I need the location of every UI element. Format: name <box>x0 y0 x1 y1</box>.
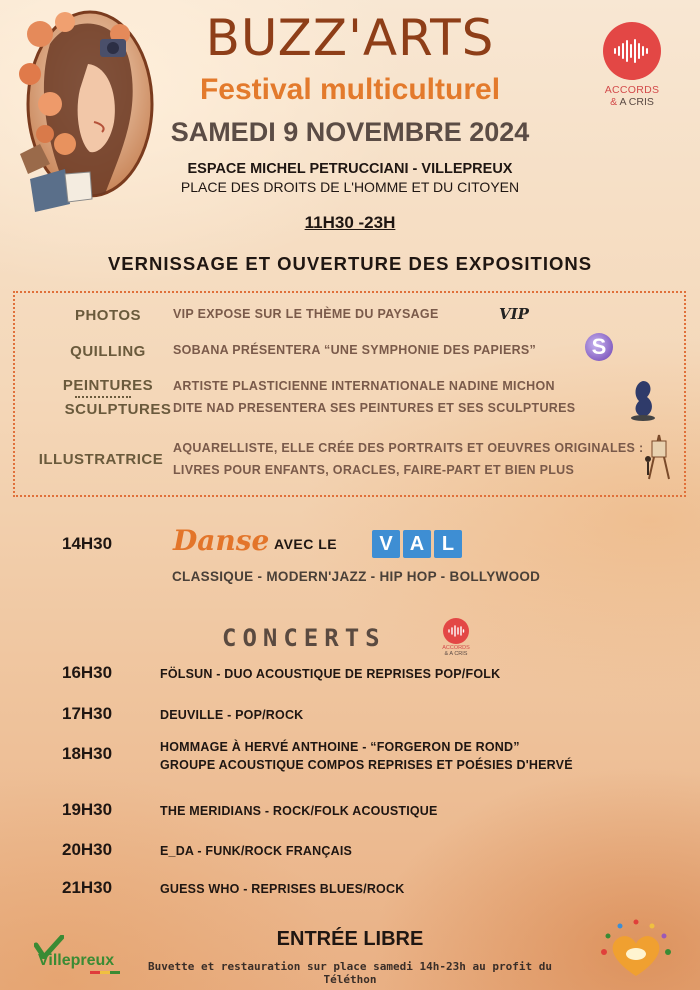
concert-time: 17H30 <box>62 704 113 723</box>
expo-label-sculptures: SCULPTURES <box>64 401 172 418</box>
sobana-s-logo-icon: S <box>585 333 613 361</box>
concert-desc: GUESS WHO - REPRISES BLUES/ROCK <box>160 882 405 896</box>
expositions-box <box>13 291 686 497</box>
expo-label-illustratrice: ILLUSTRATRICE <box>38 451 164 468</box>
val-letter-l: L <box>434 530 462 558</box>
easel-painter-icon <box>643 431 673 481</box>
accords-a-cris-small-logo: ACCORDS & A CRIS <box>440 618 472 657</box>
expo-desc-illustratrice-line1: AQUARELLISTE, ELLE CRÉE DES PORTRAITS ET OEUVRES ORIGINALES : <box>173 441 644 455</box>
venue-name: ESPACE MICHEL PETRUCCIANI - VILLEPREUX <box>187 161 513 177</box>
danse-time: 14H30 <box>62 534 113 553</box>
concert-desc-line2: GROUPE ACOUSTIQUE COMPOS REPRISES ET POÉSIES D'HERVÉ <box>160 758 573 772</box>
expo-label-quilling: QUILLING <box>70 343 146 360</box>
opening-hours: 11H30 -23H <box>304 213 396 232</box>
expo-desc-illustratrice-line2: LIVRES POUR ENFANTS, ORACLES, FAIRE-PART ET BIEN PLUS <box>173 463 575 477</box>
label-separator <box>75 396 131 398</box>
sculpture-icon <box>625 377 661 421</box>
logo-text-a-cris: & A CRIS <box>610 96 654 108</box>
soundwave-icon <box>603 22 661 80</box>
val-letter-a: A <box>403 530 431 558</box>
val-logo <box>372 530 462 558</box>
val-letter-v: V <box>372 530 400 558</box>
expo-desc-quilling: SOBANA PRÉSENTERA “UNE SYMPHONIE DES PAPIERS” <box>173 343 537 357</box>
entree-libre: ENTRÉE LIBRE <box>276 928 424 950</box>
logo-text-accords: ACCORDS <box>604 84 660 96</box>
expo-desc-photos: VIP EXPOSE SUR LE THÈME DU PAYSAGE <box>173 307 439 321</box>
danse-styles: CLASSIQUE - MODERN'JAZZ - HIP HOP - BOLLYWOOD <box>172 569 541 584</box>
concert-desc: DEUVILLE - POP/ROCK <box>160 708 304 722</box>
heart-dot-logo <box>594 918 678 982</box>
vip-logo-icon: VIP <box>499 305 529 323</box>
festival-title: BUZZ'ARTS <box>205 9 495 67</box>
soundwave-small-icon <box>443 618 469 644</box>
concert-time: 18H30 <box>62 744 113 763</box>
expo-desc-peintures-line2: DITE NAD PRESENTERA SES PEINTURES ET SES SCULPTURES <box>173 401 576 415</box>
vernissage-heading: VERNISSAGE ET OUVERTURE DES EXPOSITIONS <box>107 253 593 274</box>
danse-avec: AVEC LE <box>274 536 338 552</box>
venue-address: PLACE DES DROITS DE L'HOMME ET DU CITOYEN <box>180 179 520 195</box>
accords-a-cris-logo <box>598 22 666 108</box>
expo-label-photos: PHOTOS <box>74 307 142 324</box>
concert-desc: HOMMAGE À HERVÉ ANTHOINE - “FORGERON DE ROND” <box>160 740 520 754</box>
concert-time: 20H30 <box>62 840 113 859</box>
buvette-info: Buvette et restauration sur place samedi 14h-23h au profit du Téléthon <box>148 960 552 986</box>
concert-desc: THE MERIDIANS - ROCK/FOLK ACOUSTIQUE <box>160 804 438 818</box>
expo-desc-peintures-line1: ARTISTE PLASTICIENNE INTERNATIONALE NADINE MICHON <box>173 379 555 393</box>
concerts-heading: CONCERTS <box>222 624 386 652</box>
concert-desc: E_DA - FUNK/ROCK FRANÇAIS <box>160 844 353 858</box>
festival-subtitle: Festival multiculturel <box>199 73 501 106</box>
concert-time: 16H30 <box>62 663 113 682</box>
villepreux-logo <box>30 935 130 975</box>
expo-label-peintures: PEINTURES <box>62 377 154 394</box>
festival-date: SAMEDI 9 NOVEMBRE 2024 <box>170 117 530 147</box>
concert-time: 21H30 <box>62 878 113 897</box>
villepreux-text: Villepreux <box>38 952 115 969</box>
danse-title: Danse <box>173 524 270 557</box>
concert-time: 19H30 <box>62 800 113 819</box>
concert-desc: FÖLSUN - DUO ACOUSTIQUE DE REPRISES POP/FOLK <box>160 667 501 681</box>
villepreux-flag-stripe <box>90 971 120 974</box>
